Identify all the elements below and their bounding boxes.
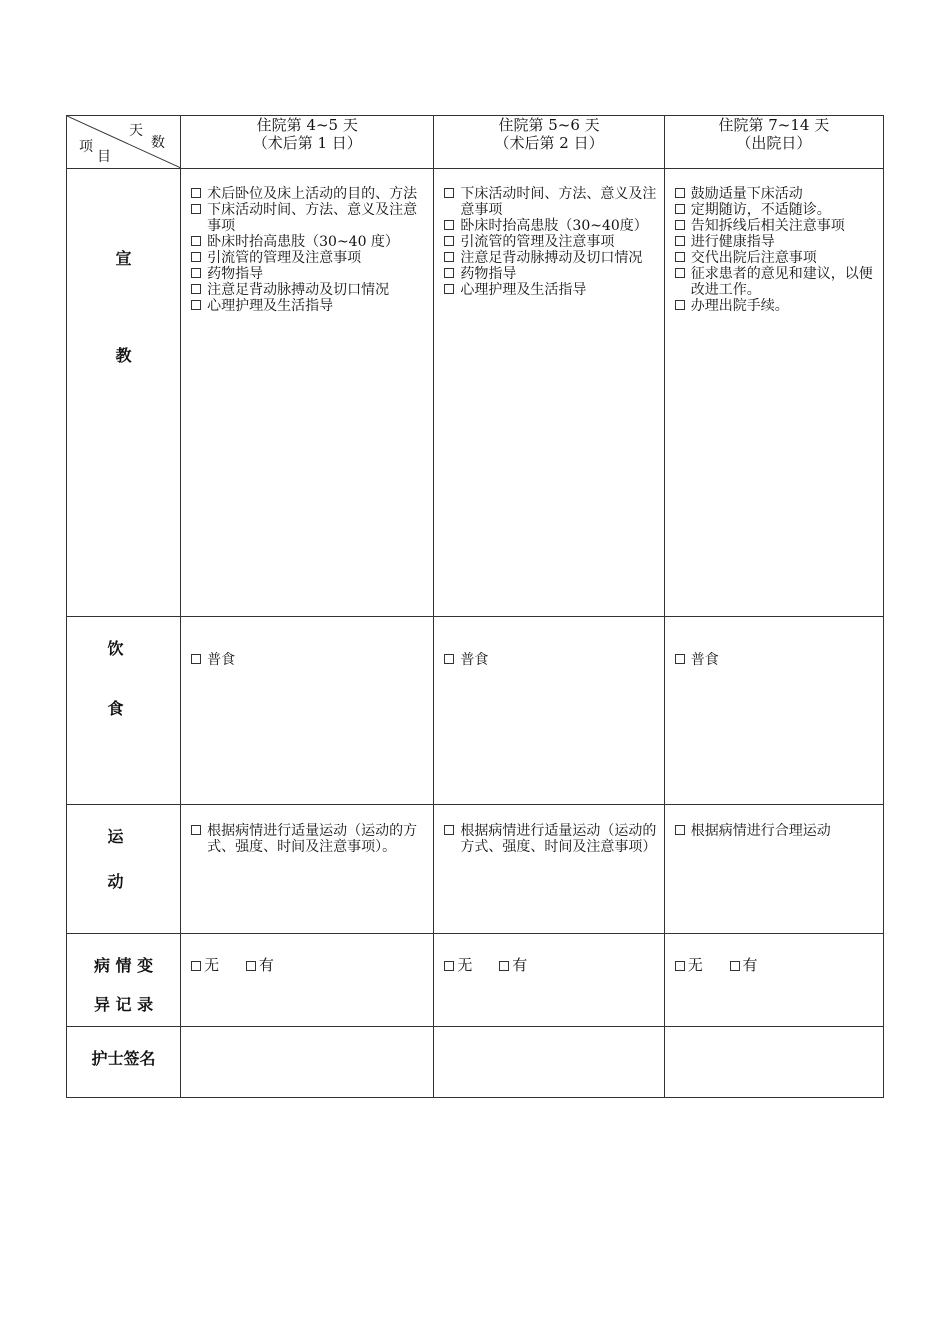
education-cell-day7-14 [664, 169, 883, 617]
checkbox-icon[interactable] [191, 268, 201, 278]
checklist-item [675, 298, 877, 314]
checkbox-icon[interactable] [675, 220, 685, 230]
checklist-item [675, 266, 877, 298]
checklist-item [191, 823, 433, 855]
exercise-cell-day7-14 [664, 805, 883, 934]
diet-label-cell [67, 617, 181, 805]
checklist-item [191, 186, 427, 202]
checklist-item [191, 202, 427, 234]
checklist-item-text: 根据病情进行适量运动（运动的方式、强度、时间及注意事项） [460, 823, 657, 855]
checklist [434, 805, 663, 855]
checklist-item-text: 药物指导 [207, 266, 264, 282]
checklist-item-text: 办理出院手续。 [690, 298, 789, 314]
option-none[interactable] [675, 954, 703, 975]
checkbox-icon[interactable] [444, 268, 454, 278]
checkbox-icon[interactable] [444, 284, 454, 294]
checklist-item-text: 普食 [207, 652, 236, 668]
option-none[interactable] [444, 954, 472, 975]
checkbox-icon[interactable] [444, 825, 454, 835]
column-header-line1: 住院第 5~6 天 [498, 116, 600, 134]
column-header-day7-14 [664, 116, 883, 169]
checklist-item [675, 652, 877, 668]
diet-cell-day4-5 [181, 617, 434, 805]
checklist-item [444, 186, 657, 218]
variation-row [67, 934, 884, 1027]
option-yes-label: 有 [742, 956, 758, 974]
checklist [181, 805, 433, 855]
checkbox-icon[interactable] [675, 236, 685, 246]
variation-cell-day4-5 [181, 934, 434, 1027]
checklist-item-text: 心理护理及生活指导 [207, 298, 334, 314]
signature-cell-day4-5[interactable] [181, 1027, 434, 1098]
checklist-item-text: 卧床时抬高患肢（30~40度） [460, 218, 648, 234]
corner-label-xiang: 项 [79, 139, 93, 155]
education-label-cell [67, 169, 181, 617]
option-yes[interactable] [730, 954, 758, 975]
checkbox-icon[interactable] [191, 188, 201, 198]
checklist [434, 169, 663, 298]
signature-cell-day7-14[interactable] [664, 1027, 883, 1098]
checklist-item [191, 298, 427, 314]
checklist-item-text: 进行健康指导 [690, 234, 775, 250]
education-row [67, 169, 884, 617]
corner-label-day: 天 [129, 123, 143, 139]
diet-cell-day5-6 [434, 617, 664, 805]
checkbox-icon[interactable] [191, 825, 201, 835]
column-header-line1: 住院第 4~5 天 [256, 116, 358, 134]
column-header-line2: （术后第 1 日） [252, 134, 362, 152]
checklist-item-text: 根据病情进行适量运动（运动的方式、强度、时间及注意事项）。 [207, 823, 418, 855]
option-yes[interactable] [499, 954, 527, 975]
checklist [434, 617, 663, 668]
checkbox-icon[interactable] [675, 961, 685, 971]
signature-label-cell [67, 1027, 181, 1098]
column-header-day5-6 [434, 116, 664, 169]
checklist-item-text: 根据病情进行合理运动 [690, 823, 831, 839]
checkbox-icon[interactable] [675, 204, 685, 214]
checkbox-icon[interactable] [675, 300, 685, 310]
checklist-item [444, 652, 657, 668]
checklist-item [444, 266, 657, 282]
checklist [181, 169, 433, 314]
checklist-item [675, 202, 877, 218]
checkbox-icon[interactable] [191, 654, 201, 664]
checklist-item [675, 234, 877, 250]
checklist-item-text: 定期随访，不适随诊。 [690, 202, 831, 218]
checkbox-icon[interactable] [444, 252, 454, 262]
checklist-item [191, 234, 427, 250]
option-yes-label: 有 [512, 956, 528, 974]
checklist-item [675, 250, 877, 266]
checkbox-icon[interactable] [444, 220, 454, 230]
checklist-item [444, 823, 663, 855]
checklist-item [444, 282, 657, 298]
checkbox-icon[interactable] [499, 961, 509, 971]
checklist-item-text: 注意足背动脉搏动及切口情况 [460, 250, 643, 266]
checkbox-icon[interactable] [191, 961, 201, 971]
row-label-line1: 运 [107, 827, 124, 846]
row-label-line2: 异 记 录 [93, 995, 154, 1014]
column-header-day4-5 [181, 116, 434, 169]
variation-cell-day5-6 [434, 934, 664, 1027]
diet-row [67, 617, 884, 805]
row-label-line2: 食 [107, 699, 124, 718]
header-row [67, 116, 884, 169]
checkbox-icon[interactable] [675, 825, 685, 835]
corner-label-mu: 目 [97, 149, 111, 165]
option-none[interactable] [191, 954, 219, 975]
row-label-line2: 教 [115, 346, 132, 365]
diet-cell-day7-14 [664, 617, 883, 805]
checkbox-icon[interactable] [444, 961, 454, 971]
row-label: 护士签名 [91, 1049, 156, 1068]
checklist-item [191, 250, 427, 266]
column-header-line2: （出院日） [736, 134, 812, 152]
signature-row [67, 1027, 884, 1098]
checklist-item-text: 普食 [690, 652, 719, 668]
checklist [181, 617, 433, 668]
checklist-item-text: 注意足背动脉搏动及切口情况 [207, 282, 390, 298]
checkbox-icon[interactable] [444, 188, 454, 198]
checklist-item-text: 告知拆线后相关注意事项 [690, 218, 845, 234]
row-label-line2: 动 [107, 872, 124, 891]
checklist-item-text: 药物指导 [460, 266, 517, 282]
column-header-line2: （术后第 2 日） [494, 134, 604, 152]
variation-cell-day7-14 [664, 934, 883, 1027]
checkbox-icon[interactable] [675, 188, 685, 198]
checkbox-icon[interactable] [191, 236, 201, 246]
checklist-item-text: 普食 [460, 652, 489, 668]
checklist-item [444, 250, 657, 266]
exercise-row [67, 805, 884, 934]
checkbox-icon[interactable] [675, 268, 685, 278]
checklist-item [444, 234, 657, 250]
nursing-plan-table [66, 115, 884, 1098]
row-label-line1: 病 情 变 [93, 956, 154, 975]
column-header-line1: 住院第 7~14 天 [718, 116, 830, 134]
education-cell-day5-6 [434, 169, 664, 617]
exercise-label-cell [67, 805, 181, 934]
checklist-item-text: 交代出院后注意事项 [690, 250, 817, 266]
checklist-item-text: 引流管的管理及注意事项 [460, 234, 615, 250]
option-none-label: 无 [687, 956, 703, 974]
checklist [665, 617, 883, 668]
row-label-line1: 饮 [107, 639, 124, 658]
checkbox-icon[interactable] [191, 284, 201, 294]
checkbox-icon[interactable] [730, 961, 740, 971]
checklist-item [444, 218, 657, 234]
variation-label-cell [67, 934, 181, 1027]
signature-cell-day5-6[interactable] [434, 1027, 664, 1098]
checkbox-icon[interactable] [191, 204, 201, 214]
option-none-label: 无 [204, 956, 220, 974]
checklist-item [675, 218, 877, 234]
checklist-item [191, 652, 427, 668]
checklist-item [675, 823, 877, 839]
education-cell-day4-5 [181, 169, 434, 617]
checkbox-icon[interactable] [675, 252, 685, 262]
checklist [665, 805, 883, 839]
checkbox-icon[interactable] [675, 654, 685, 664]
checkbox-icon[interactable] [191, 300, 201, 310]
checklist-item-text: 术后卧位及床上活动的目的、方法 [207, 186, 418, 202]
checklist [665, 169, 883, 314]
checklist-item-text: 心理护理及生活指导 [460, 282, 587, 298]
checkbox-icon[interactable] [444, 654, 454, 664]
corner-header-cell [67, 116, 181, 169]
checklist-item-text: 下床活动时间、方法、意义及注意事项 [460, 186, 657, 218]
checklist-item [191, 266, 427, 282]
checklist-item-text: 引流管的管理及注意事项 [207, 250, 362, 266]
exercise-cell-day5-6 [434, 805, 664, 934]
checkbox-icon[interactable] [444, 236, 454, 246]
corner-label-shu: 数 [151, 135, 165, 151]
checklist-item-text: 卧床时抬高患肢（30~40 度） [207, 234, 399, 250]
checklist-item-text: 下床活动时间、方法、意义及注意事项 [207, 202, 418, 234]
option-yes-label: 有 [258, 956, 274, 974]
exercise-cell-day4-5 [181, 805, 434, 934]
checkbox-icon[interactable] [246, 961, 256, 971]
checklist-item [191, 282, 427, 298]
option-yes[interactable] [246, 954, 274, 975]
checklist-item [675, 186, 877, 202]
row-label-line1: 宣 [115, 249, 132, 268]
checklist-item-text: 征求患者的意见和建议，以便改进工作。 [690, 266, 873, 298]
option-none-label: 无 [457, 956, 473, 974]
checklist-item-text: 鼓励适量下床活动 [690, 186, 803, 202]
checkbox-icon[interactable] [191, 252, 201, 262]
